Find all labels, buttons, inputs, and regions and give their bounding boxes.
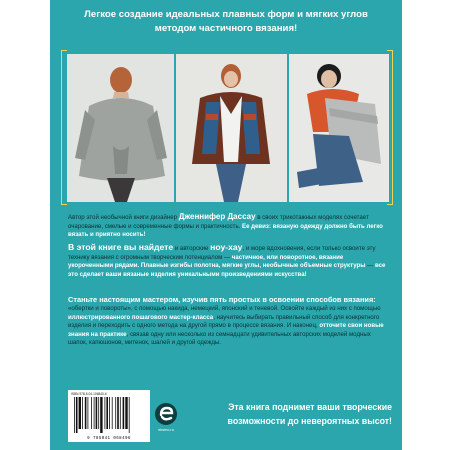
cover-headline xyxy=(50,8,402,36)
isbn-barcode xyxy=(68,390,150,442)
barcode-stripe xyxy=(98,397,99,429)
barcode-stripe xyxy=(82,397,83,429)
about-text-1: Автор этой необычной книги дизайнер xyxy=(68,214,179,221)
contents-text-2: , и море вдохновения, если только освоите эту технику вязания с огромным творческим потенциалом — xyxy=(68,245,376,261)
barcode-stripe xyxy=(115,397,116,429)
barcode-stripe xyxy=(105,397,106,429)
barcode-stripe xyxy=(79,397,81,429)
barcode-number: 9 785041 068406 xyxy=(87,437,131,441)
designer-name: Дженнифер Дассау xyxy=(178,212,256,221)
barcode-bars xyxy=(73,397,145,433)
contents-text-1: и авторские xyxy=(173,245,211,252)
isbn-label: ISBN 978-5-04-106840-6 xyxy=(71,392,107,396)
closing-line-1: Эта книга поднимет ваши творческие xyxy=(228,402,392,412)
model-brown-striped-cardigan-photo xyxy=(176,54,287,202)
barcode-stripe xyxy=(76,397,78,433)
barcode-stripe xyxy=(74,397,75,433)
photo-strip xyxy=(65,50,389,205)
model-orange-grey-wrap-photo xyxy=(289,54,389,202)
barcode-stripe xyxy=(91,397,92,429)
contents-lead: В этой книге вы найдете xyxy=(68,242,174,252)
master-text-3: , связав одну или несколько из семнадцати удивительных авторских моделей модных шапок, капюшонов, митенок, шалей и другой одежды. xyxy=(68,330,371,347)
model-back-grey-cardigan-photo xyxy=(67,54,174,202)
master-lead: Станьте настоящим мастером, изучив пять простых в освоении способов вязания: xyxy=(68,295,376,304)
barcode-stripe xyxy=(120,397,121,429)
publisher-site: eksmo.ru xyxy=(158,428,174,432)
barcode-stripe xyxy=(109,397,110,429)
about-designer-paragraph xyxy=(68,213,386,240)
master-highlight-1: иллюстрированного пошагового мастер-класса xyxy=(68,313,214,321)
barcode-stripe xyxy=(85,397,87,429)
barcode-stripe xyxy=(125,397,127,429)
contents-highlight-1: частичное, или поворотное, вязание укороченными рядами. Плавные изгибы полотна, мягкие углы, необычные объемные структуры xyxy=(68,253,366,270)
closing-slogan xyxy=(192,400,392,428)
barcode-stripe xyxy=(88,397,89,429)
eksmo-logo-icon xyxy=(154,402,178,426)
barcode-stripe xyxy=(106,397,108,429)
barcode-stripe xyxy=(129,397,130,433)
master-text-1: «обертки и повороты», с помощью накида, немецкий, японский и теневой. Освойте каждый из них с помощью xyxy=(68,305,381,313)
barcode-stripe xyxy=(94,397,95,429)
master-class-paragraph xyxy=(68,296,386,347)
headline-line-2: методом частичного вязания! xyxy=(154,23,298,34)
master-text-2: , научитесь выбирать правильный способ для конкретного изделия и переходить с одного метода на другой прямо в процессе вязания. И наконец, xyxy=(68,313,380,330)
closing-line-2: возможности до невероятных высот! xyxy=(227,416,392,426)
knowhow-label: ноу-хау xyxy=(210,242,243,252)
barcode-stripe xyxy=(117,397,119,429)
headline-line-1: Легкое создание идеальных плавных форм и мягких углов xyxy=(84,9,368,20)
book-back-cover xyxy=(50,0,402,450)
contents-text-3: — xyxy=(365,262,375,270)
barcode-stripe xyxy=(96,397,98,429)
barcode-stripe xyxy=(100,397,102,433)
master-highlight-2: отточите свои новые знания на практике xyxy=(68,322,384,338)
barcode-stripe xyxy=(112,397,113,429)
book-contents-paragraph xyxy=(68,243,386,280)
barcode-stripe xyxy=(123,397,125,429)
about-text-2: в своих трикотажных моделях сочетает очарование, смелые и современные формы и практичность. xyxy=(68,214,369,230)
contents-highlight-2: все это сделает ваши вязаные изделия уникальными произведениями искусства! xyxy=(68,262,386,279)
designer-motto: Ее девиз: вязаную одежду должно быть легко вязать и приятно носить! xyxy=(68,222,383,239)
